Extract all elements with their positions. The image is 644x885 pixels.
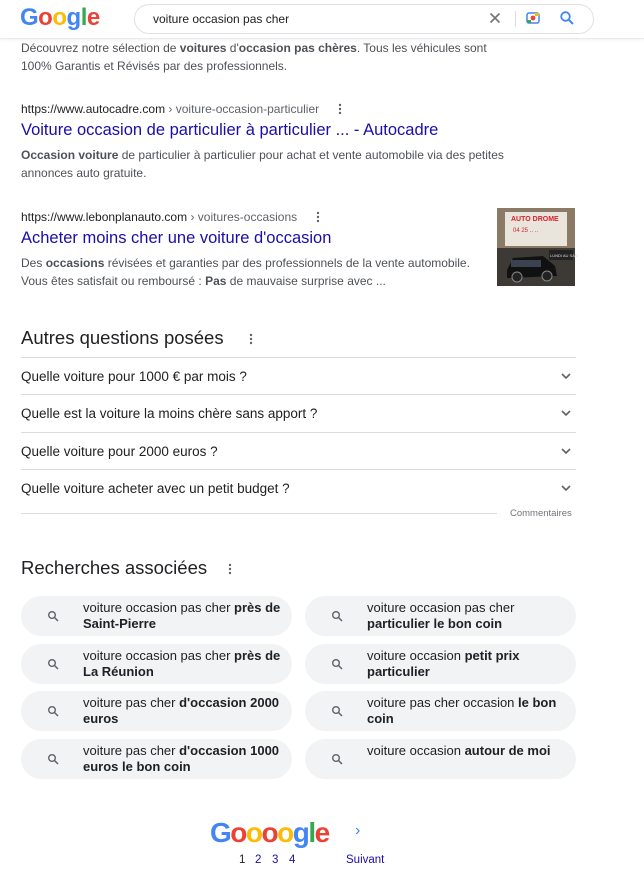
search-box[interactable] [134,4,594,34]
thumb-text: AUTO DROME [511,216,559,223]
search-icon [47,753,59,765]
snippet-text: révisées et garanties par des professionnels de la vente automobile. Vous êtes satisfait ou remboursé : [21,256,470,288]
related-search-text [83,600,283,632]
result-path: › voitures-occasions [187,210,298,224]
related-text: voiture occasion [367,743,465,758]
page-number-link[interactable]: 3 [272,854,279,866]
page-number-link[interactable]: 2 [255,854,262,866]
result-domain: https://www.autocadre.com [21,102,166,116]
related-bold-text: d'occasion 2000 euros [83,695,280,726]
related-search-text [367,600,567,632]
chevron-right-icon[interactable]: › [355,822,361,839]
more-options-icon[interactable] [338,103,342,115]
snippet-bold-text: Pas [205,274,227,288]
search-input[interactable] [151,5,475,33]
search-icon [47,705,59,717]
more-options-icon[interactable] [228,563,232,575]
chevron-down-icon [560,370,572,382]
result-title-link[interactable]: Acheter moins cher une voiture d'occasion [21,229,332,247]
paa-question[interactable] [21,394,576,432]
related-search-chip[interactable] [305,644,576,684]
result-url[interactable] [21,210,297,224]
snippet-text: . Tous les véhicules sont 100% Garantis et Révisés par des professionnels. [21,41,487,73]
paa-question[interactable] [21,357,576,395]
snippet-text: Des [21,256,46,270]
page-number-current: 1 [239,854,246,866]
paa-question-text: Quelle est la voiture la moins chère sans apport ? [21,406,318,421]
search-icon [331,658,343,670]
thumb-text: 04 25 .. .. [513,228,539,234]
search-icon [331,610,343,622]
related-text: voiture occasion pas cher [367,600,515,615]
related-search-chip[interactable] [21,739,292,779]
related-search-text [83,695,283,727]
related-search-chip[interactable] [21,596,292,636]
related-search-chip[interactable] [21,691,292,731]
search-icon [331,705,343,717]
result-thumbnail[interactable] [497,208,579,286]
result-snippet [21,39,511,75]
related-heading: Recherches associées [21,557,208,578]
related-bold-text: autour de moi [464,743,551,758]
related-search-text [83,648,283,680]
related-search-chip[interactable] [305,739,576,779]
feedback-link[interactable]: Commentaires [510,508,572,519]
result-snippet [21,146,511,182]
header-bar [0,0,644,39]
related-search-chip[interactable] [305,596,576,636]
related-bold-text: le bon coin [367,695,557,726]
camera-lens-icon[interactable] [525,10,541,26]
divider [515,11,516,27]
snippet-text: de mauvaise surprise avec ... [226,274,386,288]
result-path: › voiture-occasion-particulier [165,102,320,116]
related-text: voiture occasion [367,648,465,663]
chevron-down-icon [560,407,572,419]
search-icon [47,610,59,622]
snippet-bold-text: occasion pas chères [238,41,357,55]
search-icon [331,753,343,765]
paa-question-text: Quelle voiture pour 2000 euros ? [21,444,218,459]
google-logo[interactable]: Google [20,4,100,31]
chevron-down-icon [560,482,572,494]
related-bold-text: près de La Réunion [83,648,281,679]
next-page-link[interactable]: Suivant [346,854,385,866]
snippet-bold-text: voitures [179,41,227,55]
related-bold-text: près de Saint-Pierre [83,600,281,631]
related-search-chip[interactable] [21,644,292,684]
search-icon [47,658,59,670]
search-icon[interactable] [559,10,575,26]
thumb-text: LUNDI AU SAM [550,253,579,258]
snippet-text: d' [226,41,239,55]
related-search-text [367,743,567,759]
snippet-text: de particulier à particulier pour achat et vente automobile via des petites annonces auto gratuite. [21,148,504,180]
related-text: voiture pas cher occasion [367,695,519,710]
related-bold-text: petit prix particulier [367,648,520,679]
result-title-link[interactable]: Voiture occasion de particulier à particulier ... - Autocadre [21,121,439,139]
related-bold-text: d'occasion 1000 euros le bon coin [83,743,280,774]
paa-question[interactable] [21,469,576,507]
paa-question-text: Quelle voiture acheter avec un petit budget ? [21,481,290,496]
paa-question[interactable] [21,432,576,470]
related-text: voiture occasion pas cher [83,648,235,663]
related-search-chip[interactable] [305,691,576,731]
more-options-icon[interactable] [316,211,320,223]
result-domain: https://www.lebonplanauto.com [21,210,188,224]
paa-heading: Autres questions posées [21,327,224,348]
related-text: voiture pas cher [83,743,180,758]
chevron-down-icon [560,445,572,457]
related-search-text [367,695,567,727]
divider [21,513,497,514]
result-url[interactable] [21,102,319,116]
related-bold-text: particulier le bon coin [367,616,503,631]
pager-logo: Goooogle [210,817,329,848]
snippet-text: Découvrez notre sélection de [21,41,180,55]
page-number-link[interactable]: 4 [289,854,296,866]
clear-icon[interactable] [487,10,503,26]
more-options-icon[interactable] [249,333,253,345]
snippet-bold-text: occasions [45,256,105,270]
related-text: voiture occasion pas cher [83,600,235,615]
paa-question-text: Quelle voiture pour 1000 € par mois ? [21,369,247,384]
related-search-text [367,648,567,680]
result-snippet [21,254,481,290]
related-text: voiture pas cher [83,695,180,710]
snippet-bold-text: Occasion voiture [21,148,119,162]
related-search-text [83,743,283,775]
